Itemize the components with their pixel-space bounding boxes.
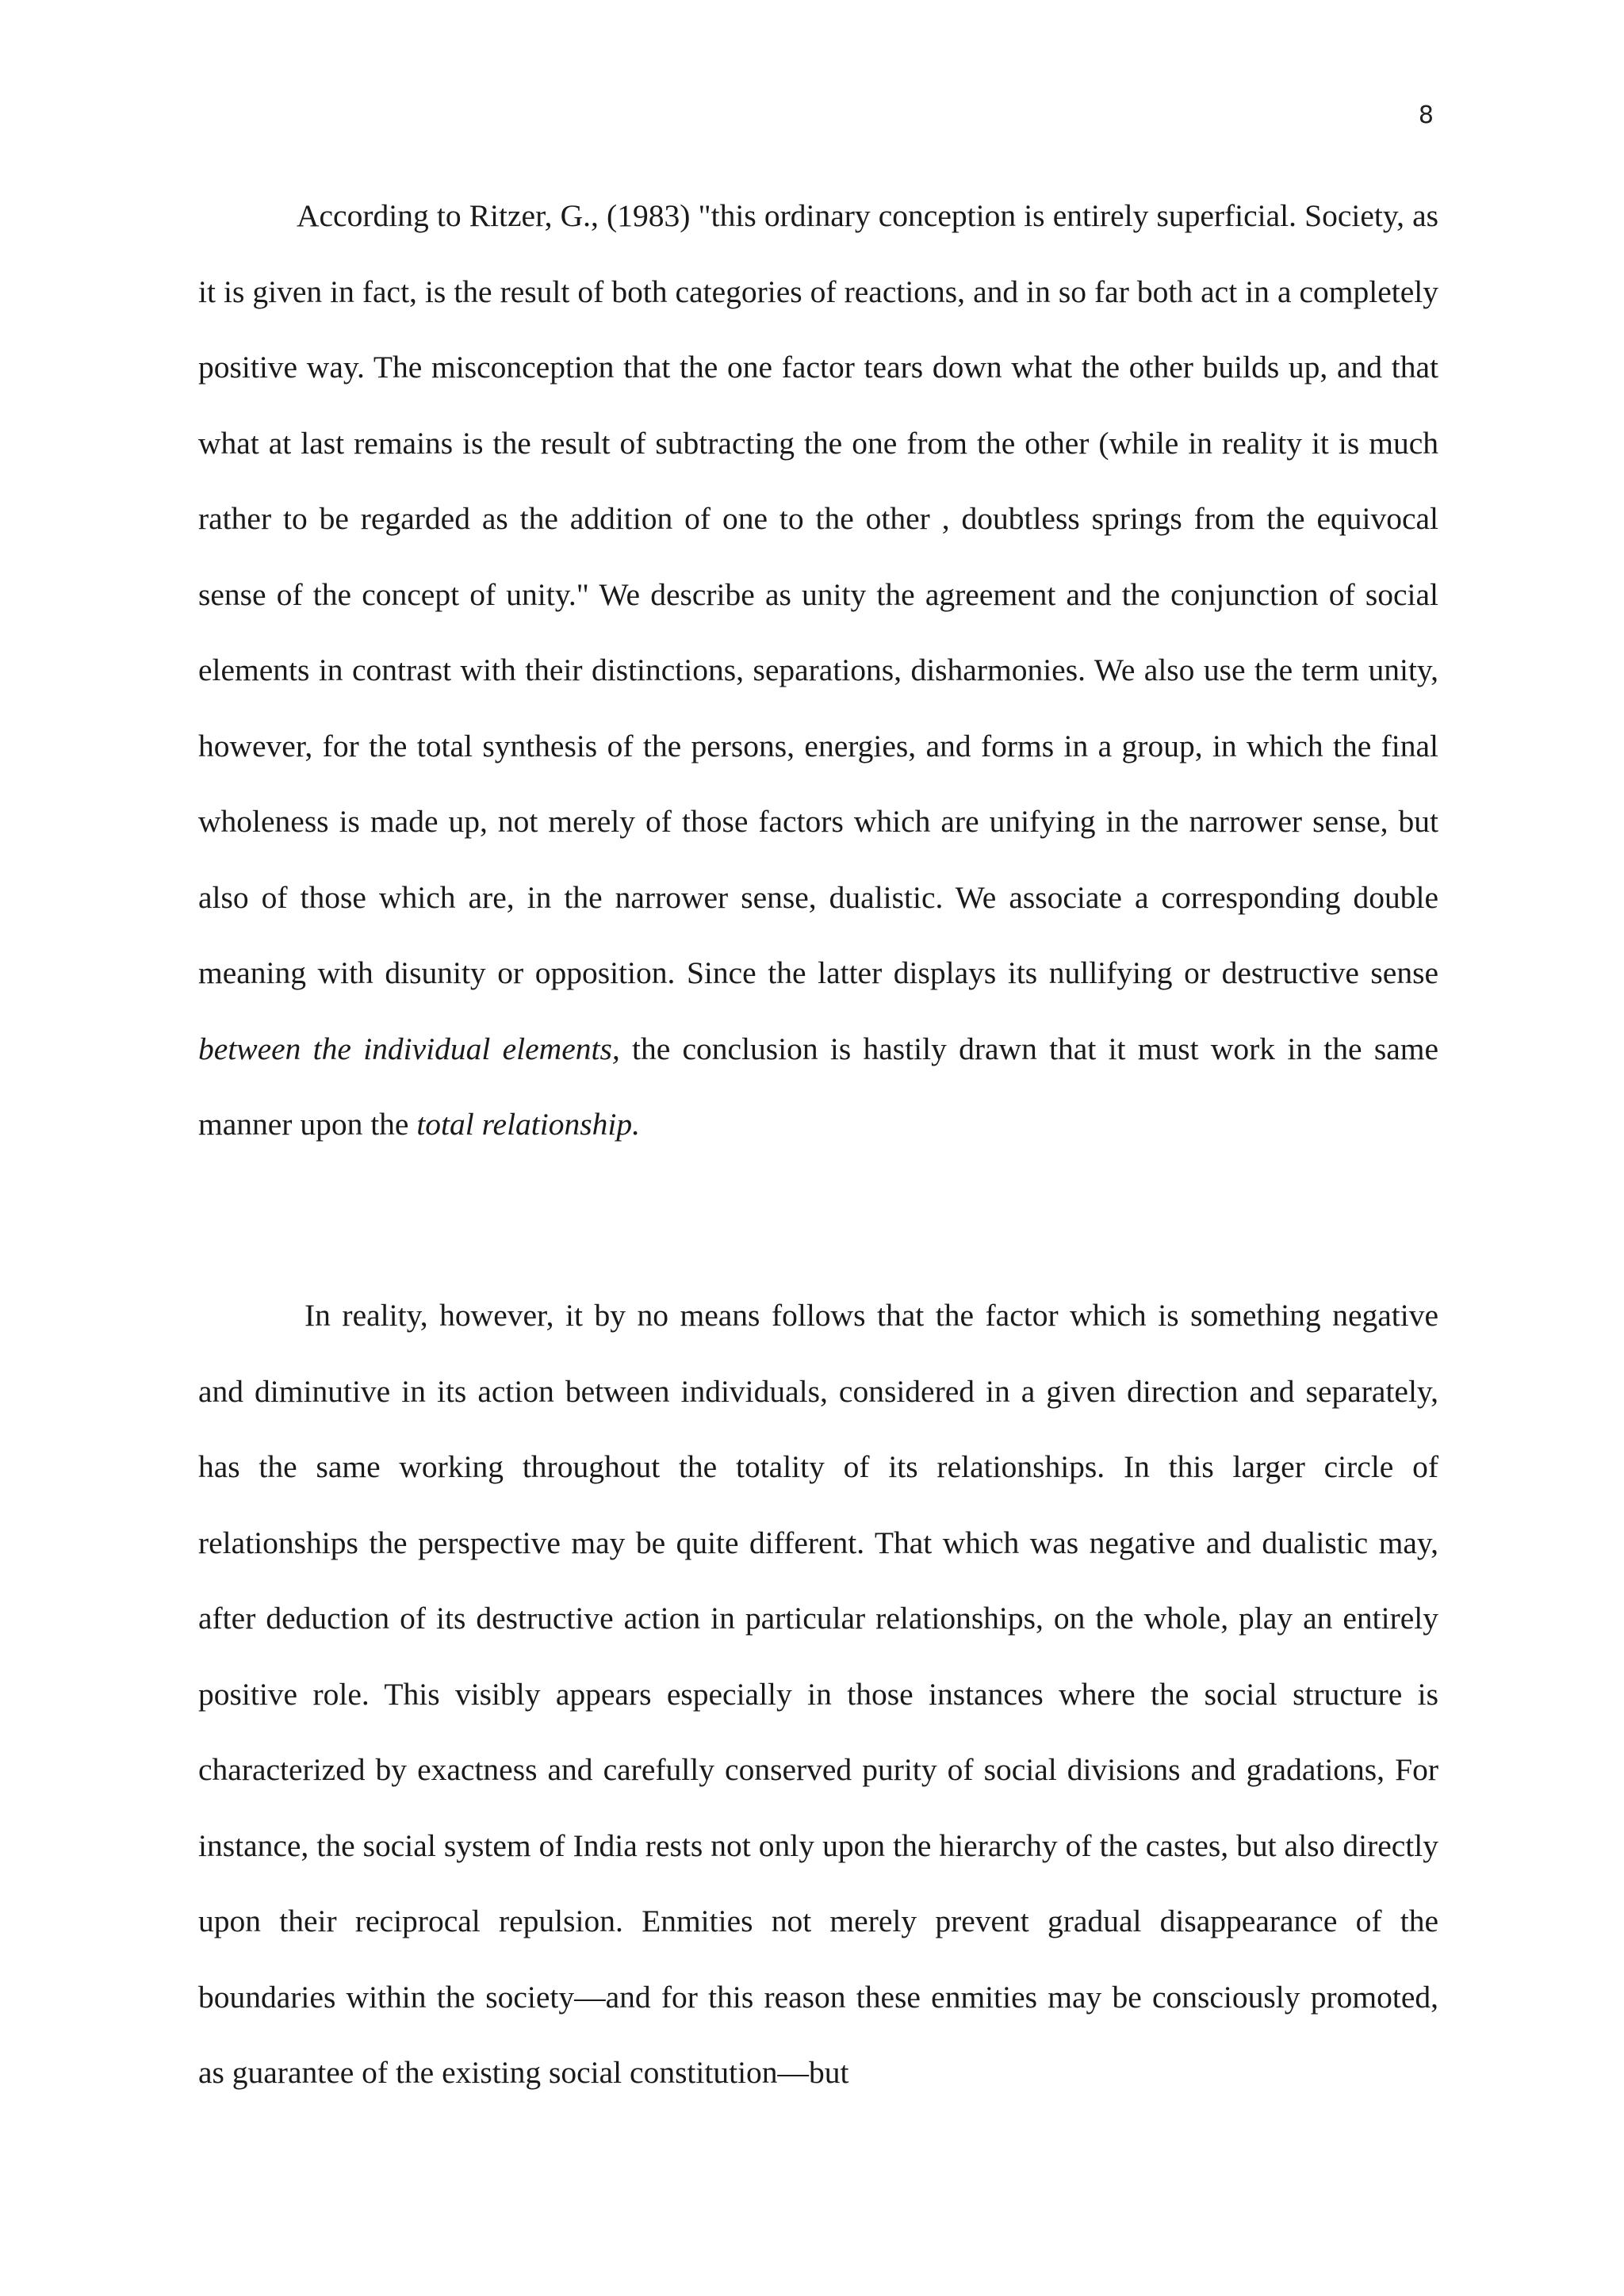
paragraph-2: In reality, however, it by no means follows that the factor which is something negative and diminutive in its action between individuals, considered in a given direction and separately, has the same working throughout the totality of its relationships. In this larger circle of relationships the perspective may be quite different. That which was negative and dualistic may, after deduction of its destructive action in particular relationships, on the whole, play an entirely positive role. This visibly appears especially in those instances where the social structure is characterized by exactness and carefully conserved purity of social divisions and gradations, For instance, the social system of India rests not only upon the hierarchy of the castes, but also directly upon their reciprocal repulsion. Enmities not merely prevent gradual disappearance of the boundaries within the society—and for this reason these enmities may be consciously promoted, as guarantee of the existing social constitution—but <box>198 1298 1438 2090</box>
paragraph-1 <box>198 178 1438 1163</box>
page-number: 8 <box>1418 101 1434 129</box>
paragraph-1-text: According to Ritzer, G., (1983) "this ordinary conception is entirely superficial. Society, as it is given in fact, is the result of both categories of reactions, and in so far both act in a completely positive way. The misconception that the one factor tears down what the other builds up, and that what at last remains is the result of subtracting the one from the other (while in reality it is much rather to be regarded as the addition of one to the other , doubtless springs from the equivocal sense of the concept of unity." We describe as unity the agreement and the conjunction of social elements in contrast with their distinctions, separations, disharmonies. We also use the term unity, however, for the total synthesis of the persons, energies, and forms in a group, in which the final wholeness is made up, not merely of those factors which are unifying in the narrower sense, but also of those which are, in the narrower sense, dualistic. We associate a corresponding double meaning with disunity or opposition. Since the latter displays its nullifying or destructive sense <box>198 198 1438 990</box>
paragraph-1-italic-phrase: between the individual elements, <box>198 1031 620 1066</box>
paragraph-1-italic-ending: total relationship. <box>416 1107 640 1142</box>
paragraph-1-text-continued: the conclusion is hastily drawn that it must work in the same manner upon the <box>198 1031 1438 1142</box>
